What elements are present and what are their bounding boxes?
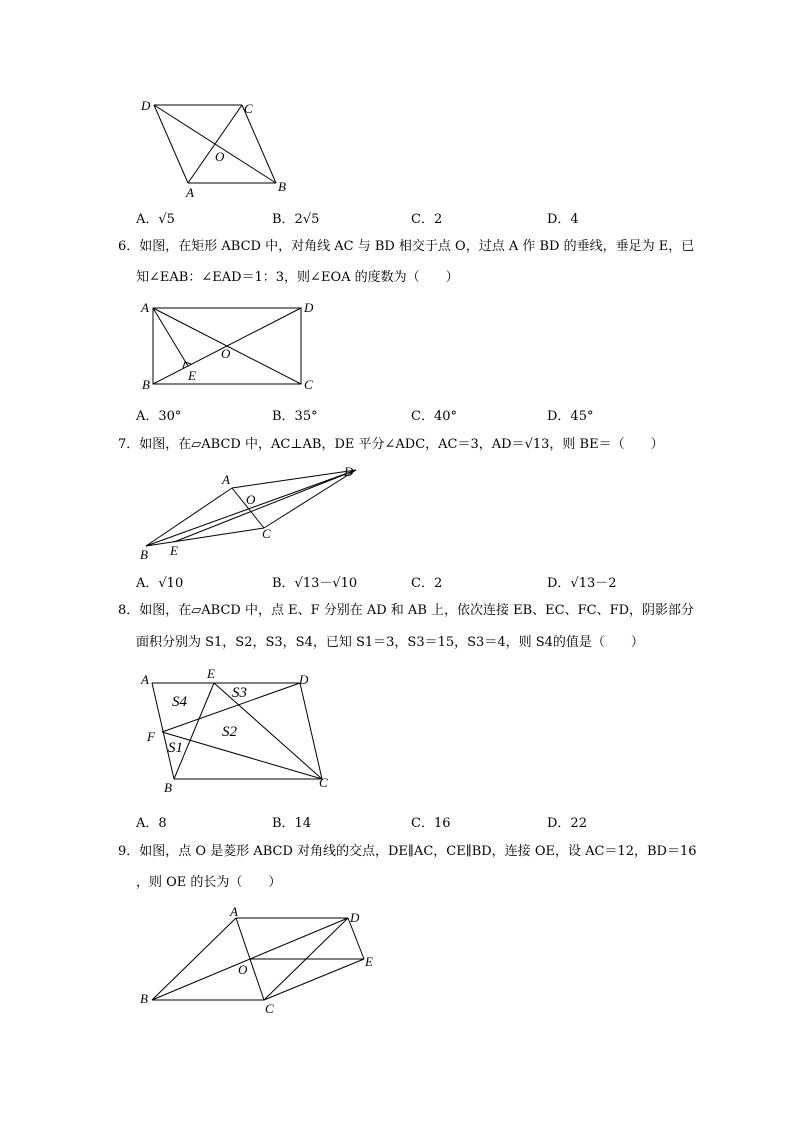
q9-stem-line2: ，则 OE 的长为（ ） (136, 875, 282, 890)
q9-label-A: A (230, 904, 238, 919)
q6-stem-line1: 6．如图，在矩形 ABCD 中，对角线 AC 与 BD 相交于点 O，过点 A 作 BD 的垂线，垂足为 E，已 (118, 239, 695, 254)
q5-label-D: D (141, 98, 151, 113)
q8-label-E: E (207, 666, 215, 681)
q7-option-b[interactable]: B．√13－√10 (272, 576, 358, 591)
q7-label-O: O (246, 492, 256, 507)
q6-label-O: O (221, 346, 231, 361)
q6-label-B: B (142, 377, 150, 392)
q9-figure (136, 902, 386, 1020)
q7-option-c[interactable]: C．2 (411, 576, 443, 591)
q7-label-D: D (344, 464, 354, 479)
q8-label-D: D (299, 672, 309, 687)
q8-label-s3: S3 (232, 685, 247, 701)
q6-stem-line2: 知∠EAB：∠EAD＝1：3，则∠EOA 的度数为（ ） (136, 270, 459, 285)
q7-figure (136, 462, 376, 562)
q9-label-E: E (365, 954, 373, 969)
q8-stem-line2: 面积分别为 S1，S2，S3，S4，已知 S1＝3，S3＝15，S3＝4，则 S4的值是（ ） (136, 635, 644, 650)
q5-label-A: A (186, 185, 194, 200)
q6-label-C: C (304, 377, 313, 392)
q8-label-A: A (141, 672, 149, 687)
q7-option-a[interactable]: A．√10 (136, 576, 184, 591)
q5-option-a[interactable]: A．√5 (136, 212, 175, 227)
q5-option-d[interactable]: D．4 (547, 212, 579, 227)
q7-stem-line1: 7．如图，在▱ABCD 中，AC⊥AB，DE 平分∠ADC，AC＝3，AD＝√13，则 BE＝（ ） (118, 437, 664, 452)
q8-figure (136, 664, 346, 796)
q7-label-B: B (140, 547, 148, 562)
q9-label-C: C (265, 1001, 274, 1016)
q5-option-c[interactable]: C．2 (411, 212, 443, 227)
q8-option-a[interactable]: A．8 (136, 816, 167, 831)
q9-stem-line1: 9．如图，点 O 是菱形 ABCD 对角线的交点，DE∥AC，CE∥BD，连接 OE，设 AC＝12，BD＝16 (118, 844, 697, 859)
q8-label-B: B (164, 780, 172, 795)
q6-figure (136, 296, 326, 396)
q8-option-b[interactable]: B．14 (272, 816, 312, 831)
q8-label-s4: S4 (172, 694, 187, 710)
q9-label-B: B (140, 991, 148, 1006)
q5-label-B: B (278, 179, 286, 194)
q6-label-E: E (188, 368, 196, 383)
q5-label-C: C (244, 101, 253, 116)
q6-option-a[interactable]: A．30° (136, 409, 182, 424)
q5-option-b[interactable]: B．2√5 (272, 212, 320, 227)
q7-label-A: A (222, 472, 230, 487)
q8-label-C: C (319, 775, 328, 790)
q6-option-d[interactable]: D．45° (547, 409, 594, 424)
q6-label-D: D (304, 300, 314, 315)
q7-label-E: E (170, 543, 178, 558)
q6-option-b[interactable]: B．35° (272, 409, 318, 424)
q8-option-c[interactable]: C．16 (411, 816, 451, 831)
q8-label-s2: S2 (222, 724, 237, 740)
q8-stem-line1: 8．如图，在▱ABCD 中，点 E、F 分别在 AD 和 AB 上，依次连接 EB、EC、FC、FD，阴影部分 (118, 603, 695, 618)
q8-label-F: F (147, 729, 155, 744)
q8-option-d[interactable]: D．22 (547, 816, 587, 831)
q5-figure (130, 95, 300, 205)
q8-label-s1: S1 (168, 740, 183, 756)
q6-label-A: A (141, 300, 149, 315)
q9-label-O: O (238, 962, 248, 977)
q5-label-O: O (215, 149, 225, 164)
q6-option-c[interactable]: C．40° (411, 409, 457, 424)
q7-label-C: C (262, 526, 271, 541)
q9-label-D: D (350, 910, 360, 925)
q7-option-d[interactable]: D．√13－2 (547, 576, 617, 591)
